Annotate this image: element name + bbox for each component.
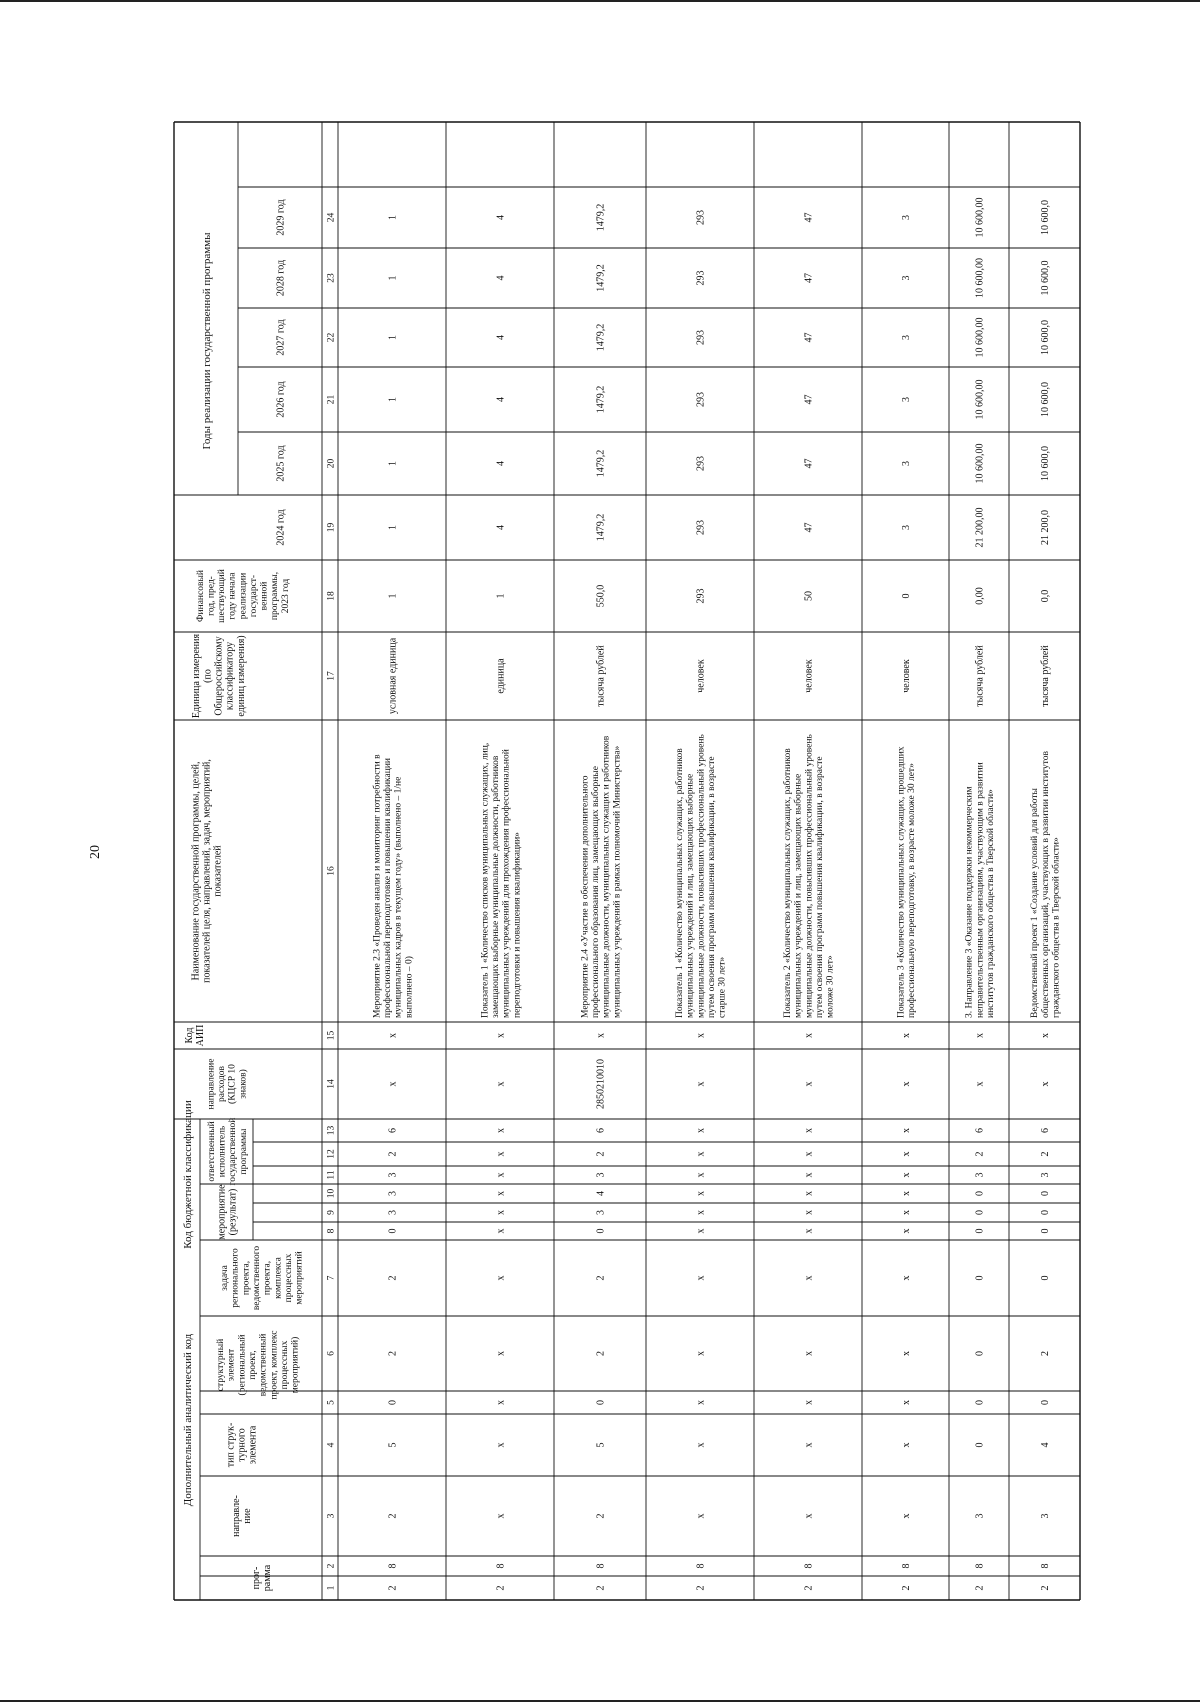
row-4-year-2027: 47 (803, 332, 815, 343)
row-5-year-2027: 3 (901, 335, 912, 340)
row-0-year-2024: 1 (387, 525, 399, 530)
row-2-code-cell: 2 (595, 1513, 607, 1519)
row-0-code-cell: 0 (387, 1228, 399, 1234)
column-number: 3 (326, 1513, 337, 1519)
row-6-code-cell: 0 (974, 1400, 986, 1405)
row-5-year-2025: 3 (901, 461, 912, 466)
row-5-year-2029: 3 (901, 215, 912, 220)
row-1-code-cell: х (495, 1172, 507, 1178)
row-0-year-2027: 1 (387, 335, 399, 340)
column-number: 4 (326, 1442, 337, 1448)
row-0-code-cell: х (387, 1033, 399, 1038)
row-7-unit: тысяча рублей (1040, 645, 1051, 707)
row-0-year-2025: 1 (387, 461, 399, 466)
row-1-code-cell: х (495, 1128, 507, 1133)
row-7-fin-year: 0,0 (1040, 589, 1051, 603)
row-2-code-cell: 2 (595, 1351, 607, 1356)
row-1-code-cell: х (495, 1228, 507, 1234)
row-4-year-2029: 47 (803, 212, 815, 223)
row-3-year-2028: 293 (695, 270, 707, 286)
row-6-year-2024: 21 200,00 (974, 507, 986, 548)
row-1-year-2026: 4 (495, 397, 507, 402)
row-0-code-cell: 3 (387, 1210, 399, 1215)
row-0-year-2029: 1 (387, 215, 399, 220)
row-6-year-2027: 10 600,00 (974, 317, 986, 358)
row-5-code-cell: х (901, 1351, 912, 1356)
row-5-code-cell: х (901, 1228, 912, 1234)
row-3-year-2025: 293 (695, 456, 707, 471)
row-6-fin-year: 0,00 (974, 587, 986, 605)
row-2-code-cell: 6 (595, 1128, 607, 1133)
column-number: 8 (326, 1228, 337, 1234)
header-executor: ответственныйисполнительгосударственнойпрограммы (206, 1117, 249, 1186)
row-3-unit: человек (695, 659, 707, 693)
column-number: 20 (326, 458, 337, 469)
row-6-code-cell: х (974, 1081, 986, 1087)
row-3-code-cell: х (695, 1442, 707, 1448)
row-1-year-2027: 4 (495, 335, 507, 340)
row-4-code-cell: х (803, 1275, 815, 1281)
header-year-2024: 2024 год (275, 509, 287, 546)
row-5-name: Показатель 3 «Количество муниципальных служащих, прошедшихпрофессиональную переподготовку, в возрасте моложе 30 лет» (896, 746, 918, 1018)
row-2-code-cell: 8 (595, 1563, 607, 1569)
row-6-code-cell: 0 (974, 1275, 986, 1281)
row-2-year-2028: 1479,2 (595, 264, 607, 292)
row-5-code-cell: х (901, 1081, 912, 1087)
row-0-code-cell: 3 (387, 1172, 399, 1178)
row-0-code-cell: 2 (387, 1585, 399, 1591)
row-3-year-2027: 293 (695, 330, 707, 345)
column-number: 9 (326, 1210, 337, 1215)
row-4-code-cell: х (803, 1081, 815, 1087)
row-2-code-cell: 2850210010 (595, 1059, 607, 1109)
row-4-code-cell: х (803, 1128, 815, 1133)
row-6-code-cell: 0 (974, 1210, 986, 1215)
row-3-code-cell: х (695, 1228, 707, 1234)
header-budget-code: Код бюджетной классификации (181, 1100, 194, 1249)
row-4-year-2024: 47 (803, 522, 815, 533)
row-6-year-2025: 10 600,00 (974, 443, 986, 484)
row-3-code-cell: х (695, 1351, 707, 1356)
row-5-unit: человек (901, 659, 912, 693)
row-7-code-cell: 6 (1040, 1128, 1051, 1133)
column-number: 10 (326, 1188, 337, 1199)
row-2-year-2027: 1479,2 (595, 323, 607, 352)
row-3-year-2029: 293 (695, 210, 707, 225)
row-1-year-2025: 4 (495, 461, 507, 466)
page-number: 20 (88, 845, 103, 859)
column-number: 16 (326, 866, 337, 876)
row-4-year-2026: 47 (803, 394, 815, 405)
column-number: 11 (326, 1170, 337, 1180)
row-4-code-cell: х (803, 1191, 815, 1196)
header-measure: мероприятие(результат) (216, 1184, 239, 1240)
row-1-code-cell: х (495, 1033, 507, 1038)
column-number: 6 (326, 1351, 337, 1356)
row-2-year-2024: 1479,2 (595, 513, 607, 542)
row-0-code-cell: 2 (387, 1513, 399, 1519)
header-unit: Единица измерения(поОбщероссийскомуклассификаторуединиц измерения) (191, 633, 247, 719)
row-6-year-2029: 10 600,00 (974, 197, 986, 238)
row-7-year-2025: 10 600,0 (1040, 446, 1051, 481)
header-task: задачарегиональногопроекта,ведомственногопроекта,комплексапроцессныхмероприятий (220, 1245, 305, 1311)
column-number: 1 (326, 1585, 337, 1591)
row-5-year-2026: 3 (901, 397, 912, 402)
row-7-code-cell: х (1040, 1081, 1051, 1087)
row-5-code-cell: х (901, 1128, 912, 1133)
row-2-fin-year: 550,0 (595, 584, 607, 608)
table-grid (174, 122, 1080, 1600)
row-5-code-cell: х (901, 1172, 912, 1178)
row-6-code-cell: 0 (974, 1191, 986, 1196)
header-structural-element: структурныйэлемент(региональныйпроект,ведомственныйпроект, комплекспроцессныхмероприятий) (216, 1330, 301, 1400)
row-1-name: Показатель 1 «Количество списков муниципальных служащих, лиц,замещающих выборные муниципальные должности, работниковмуниципальных учреждений для прохождения профессиональнойпереподготовки и повышения квалификации» (480, 742, 523, 1018)
row-6-code-cell: 0 (974, 1442, 986, 1448)
row-1-code-cell: х (495, 1513, 507, 1519)
row-4-code-cell: 8 (803, 1563, 815, 1569)
row-3-code-cell: х (695, 1081, 707, 1087)
row-4-name: Показатель 2 «Количество муниципальных служащих, работниковмуниципальных учреждений и лиц, замещающих выборныемуниципальные должности, повысивших профессиональный уровеньпутем освоения программ повышения квалификации, в возрастемоложе 30 лет» (783, 734, 836, 1018)
row-2-year-2026: 1479,2 (595, 385, 607, 414)
column-number: 19 (326, 522, 337, 533)
row-7-code-cell: 0 (1040, 1228, 1051, 1234)
row-7-year-2026: 10 600,0 (1040, 382, 1051, 417)
column-number: 12 (326, 1149, 337, 1159)
row-5-fin-year: 0 (901, 593, 912, 599)
row-6-year-2026: 10 600,00 (974, 379, 986, 420)
column-number: 17 (326, 671, 337, 681)
header-year-2029: 2029 год (275, 199, 287, 236)
header-year-2026: 2026 год (275, 381, 287, 418)
row-6-code-cell: 3 (974, 1172, 986, 1178)
row-2-code-cell: 2 (595, 1275, 607, 1281)
row-2-name: Мероприятие 2.4 «Участие в обеспечении дополнительногопрофессионального образования лиц, замещающих выборныемуниципальные должности, муниципальных служащих и работниковмуниципальных учреждений в рамках полномочий Министерства» (580, 735, 623, 1018)
row-6-name: 3. Направление 3 «Оказание поддержки некоммерческимнеправительственным организациям, участвующим в развитииинститутов гражданского общества в Тверской области» (964, 762, 996, 1018)
row-7-code-cell: 3 (1040, 1513, 1051, 1519)
header-additional-code: Дополнительный аналитический код (181, 1333, 194, 1507)
row-1-code-cell: х (495, 1191, 507, 1196)
row-7-name: Ведомственный проект 1 «Создание условий для работыобщественных организаций, участвующих в развитии институтовгражданского общества в Тверской области» (1030, 751, 1062, 1018)
header-name: Наименование государственной программы, целей,показателей целя, направлений, задач, мероприятий,показателей (190, 759, 224, 983)
row-7-code-cell: 2 (1040, 1151, 1051, 1157)
row-1-code-cell: х (495, 1400, 507, 1405)
column-number: 22 (326, 332, 337, 343)
row-4-fin-year: 50 (803, 591, 815, 601)
row-1-code-cell: 8 (495, 1563, 507, 1569)
column-number: 2 (326, 1563, 337, 1569)
row-0-code-cell: 6 (387, 1128, 399, 1133)
row-3-code-cell: х (695, 1275, 707, 1281)
row-3-code-cell: х (695, 1172, 707, 1178)
row-6-code-cell: х (974, 1033, 986, 1038)
header-direction: направле-ние (230, 1495, 254, 1537)
row-0-name: Мероприятие 2.3 «Проведен анализ и мониторинг потребности впрофессиональной переподготовке и повышении квалификациимуниципальных кадров в текущем году» (выполнено – 1/невыполнено – 0) (372, 754, 415, 1018)
row-3-code-cell: х (695, 1151, 707, 1157)
column-number: 13 (326, 1125, 337, 1136)
row-3-year-2024: 293 (695, 520, 707, 535)
column-number: 24 (326, 212, 337, 223)
row-0-code-cell: 8 (387, 1563, 399, 1569)
row-2-code-cell: 2 (595, 1585, 607, 1591)
row-7-code-cell: 0 (1040, 1191, 1051, 1196)
row-4-code-cell: х (803, 1400, 815, 1405)
row-5-code-cell: х (901, 1442, 912, 1448)
row-0-code-cell: 2 (387, 1275, 399, 1281)
column-number: 5 (326, 1400, 337, 1405)
row-7-code-cell: х (1040, 1033, 1051, 1038)
row-4-year-2025: 47 (803, 458, 815, 469)
row-2-year-2029: 1479,2 (595, 203, 607, 232)
row-1-year-2024: 4 (495, 525, 507, 530)
row-5-code-cell: х (901, 1400, 912, 1405)
row-7-year-2027: 10 600,0 (1040, 320, 1051, 355)
row-3-code-cell: х (695, 1400, 707, 1405)
row-6-code-cell: 2 (974, 1585, 986, 1591)
row-6-code-cell: 3 (974, 1513, 986, 1519)
row-6-unit: тысяча рублей (974, 645, 986, 707)
row-2-code-cell: 5 (595, 1442, 607, 1448)
header-year-2025: 2025 год (275, 445, 287, 482)
row-4-code-cell: х (803, 1033, 815, 1038)
row-5-code-cell: 8 (901, 1563, 912, 1569)
row-5-code-cell: х (901, 1191, 912, 1196)
row-3-code-cell: х (695, 1033, 707, 1038)
row-4-unit: человек (803, 659, 815, 693)
row-2-code-cell: 3 (595, 1172, 607, 1178)
row-5-code-cell: х (901, 1513, 912, 1519)
row-7-code-cell: 8 (1040, 1563, 1051, 1569)
row-4-code-cell: 2 (803, 1585, 815, 1591)
header-aip-code: КодАИП (183, 1024, 207, 1047)
row-1-fin-year: 1 (495, 593, 507, 599)
header-years-group: Годы реализации государственной программы (200, 232, 213, 450)
row-0-code-cell: 0 (387, 1400, 399, 1405)
row-7-year-2029: 10 600,0 (1040, 200, 1051, 235)
row-7-code-cell: 4 (1040, 1442, 1051, 1448)
row-5-code-cell: х (901, 1033, 912, 1038)
row-6-code-cell: 2 (974, 1151, 986, 1157)
row-7-year-2028: 10 600,0 (1040, 260, 1051, 296)
row-1-code-cell: х (495, 1351, 507, 1356)
row-5-year-2028: 3 (901, 275, 912, 281)
row-4-code-cell: х (803, 1351, 815, 1356)
row-7-code-cell: 2 (1040, 1351, 1051, 1356)
header-year-2028: 2028 год (275, 259, 287, 297)
row-0-code-cell: 2 (387, 1351, 399, 1356)
row-1-unit: единица (495, 658, 507, 694)
row-2-code-cell: х (595, 1033, 607, 1038)
row-4-code-cell: х (803, 1151, 815, 1157)
row-2-code-cell: 0 (595, 1228, 607, 1234)
row-1-year-2029: 4 (495, 215, 507, 220)
row-4-code-cell: х (803, 1442, 815, 1448)
row-4-code-cell: х (803, 1172, 815, 1178)
row-2-unit: тысяча рублей (595, 645, 607, 707)
row-7-code-cell: 0 (1040, 1400, 1051, 1405)
row-3-code-cell: х (695, 1191, 707, 1196)
header-expense-direction: направлениерасходов(КЦСР 10знаков) (206, 1058, 249, 1110)
row-2-code-cell: 2 (595, 1151, 607, 1157)
row-0-code-cell: 2 (387, 1151, 399, 1157)
header-year-2027: 2027 год (275, 319, 287, 356)
row-4-code-cell: х (803, 1210, 815, 1215)
row-0-year-2026: 1 (387, 397, 399, 402)
row-0-year-2028: 1 (387, 275, 399, 281)
header-element-type: тип струк-турногоэлемента (225, 1422, 259, 1468)
row-5-code-cell: х (901, 1275, 912, 1281)
row-0-code-cell: 5 (387, 1442, 399, 1448)
row-2-code-cell: 0 (595, 1400, 607, 1405)
row-1-year-2028: 4 (495, 275, 507, 281)
column-number: 15 (326, 1030, 337, 1041)
row-4-code-cell: х (803, 1228, 815, 1234)
row-4-code-cell: х (803, 1513, 815, 1519)
column-number: 23 (326, 273, 337, 283)
row-6-code-cell: 6 (974, 1128, 986, 1133)
row-2-code-cell: 4 (595, 1191, 607, 1196)
column-number: 14 (326, 1079, 337, 1089)
row-2-code-cell: 3 (595, 1210, 607, 1215)
row-3-code-cell: х (695, 1210, 707, 1215)
row-3-code-cell: х (695, 1128, 707, 1133)
row-0-unit: условная единица (387, 637, 399, 715)
row-0-fin-year: 1 (387, 593, 399, 599)
row-7-code-cell: 0 (1040, 1210, 1051, 1215)
row-6-code-cell: 8 (974, 1563, 986, 1569)
row-4-year-2028: 47 (803, 273, 815, 283)
row-3-year-2026: 293 (695, 392, 707, 407)
row-5-code-cell: х (901, 1151, 912, 1157)
row-3-fin-year: 293 (695, 588, 707, 604)
row-2-year-2025: 1479,2 (595, 449, 607, 478)
row-3-name: Показатель 1 «Количество муниципальных служащих, работниковмуниципальных учреждений и лиц, замещающих выборныемуниципальные должности, повысивших профессиональный уровеньпутем освоения программ повышения квалификации, в возрастестарше 30 лет» (675, 734, 728, 1018)
header-program: прог-рамма (250, 1564, 274, 1592)
row-1-code-cell: х (495, 1442, 507, 1448)
row-5-code-cell: х (901, 1210, 912, 1215)
row-7-year-2024: 21 200,0 (1040, 510, 1051, 545)
row-1-code-cell: х (495, 1275, 507, 1281)
column-number: 7 (326, 1275, 337, 1281)
row-3-code-cell: 8 (695, 1563, 707, 1569)
column-number: 21 (326, 394, 337, 405)
row-1-code-cell: х (495, 1151, 507, 1157)
row-6-code-cell: 0 (974, 1228, 986, 1234)
row-5-code-cell: 2 (901, 1585, 912, 1591)
row-7-code-cell: 0 (1040, 1275, 1051, 1281)
row-1-code-cell: х (495, 1210, 507, 1215)
row-3-code-cell: 2 (695, 1585, 707, 1591)
row-1-code-cell: 2 (495, 1585, 507, 1591)
header-fin-year: Финансовыйгод, пред-шествующийгоду началареализациигосударст-веннойпрограммы,2023 год (195, 569, 291, 623)
row-3-code-cell: х (695, 1513, 707, 1519)
row-0-code-cell: х (387, 1081, 399, 1087)
row-7-code-cell: 2 (1040, 1585, 1051, 1591)
column-number: 18 (326, 591, 337, 601)
row-7-code-cell: 3 (1040, 1172, 1051, 1178)
row-6-code-cell: 0 (974, 1351, 986, 1356)
row-1-code-cell: х (495, 1081, 507, 1087)
row-6-year-2028: 10 600,00 (974, 258, 986, 298)
row-5-year-2024: 3 (901, 525, 912, 530)
row-0-code-cell: 3 (387, 1191, 399, 1196)
